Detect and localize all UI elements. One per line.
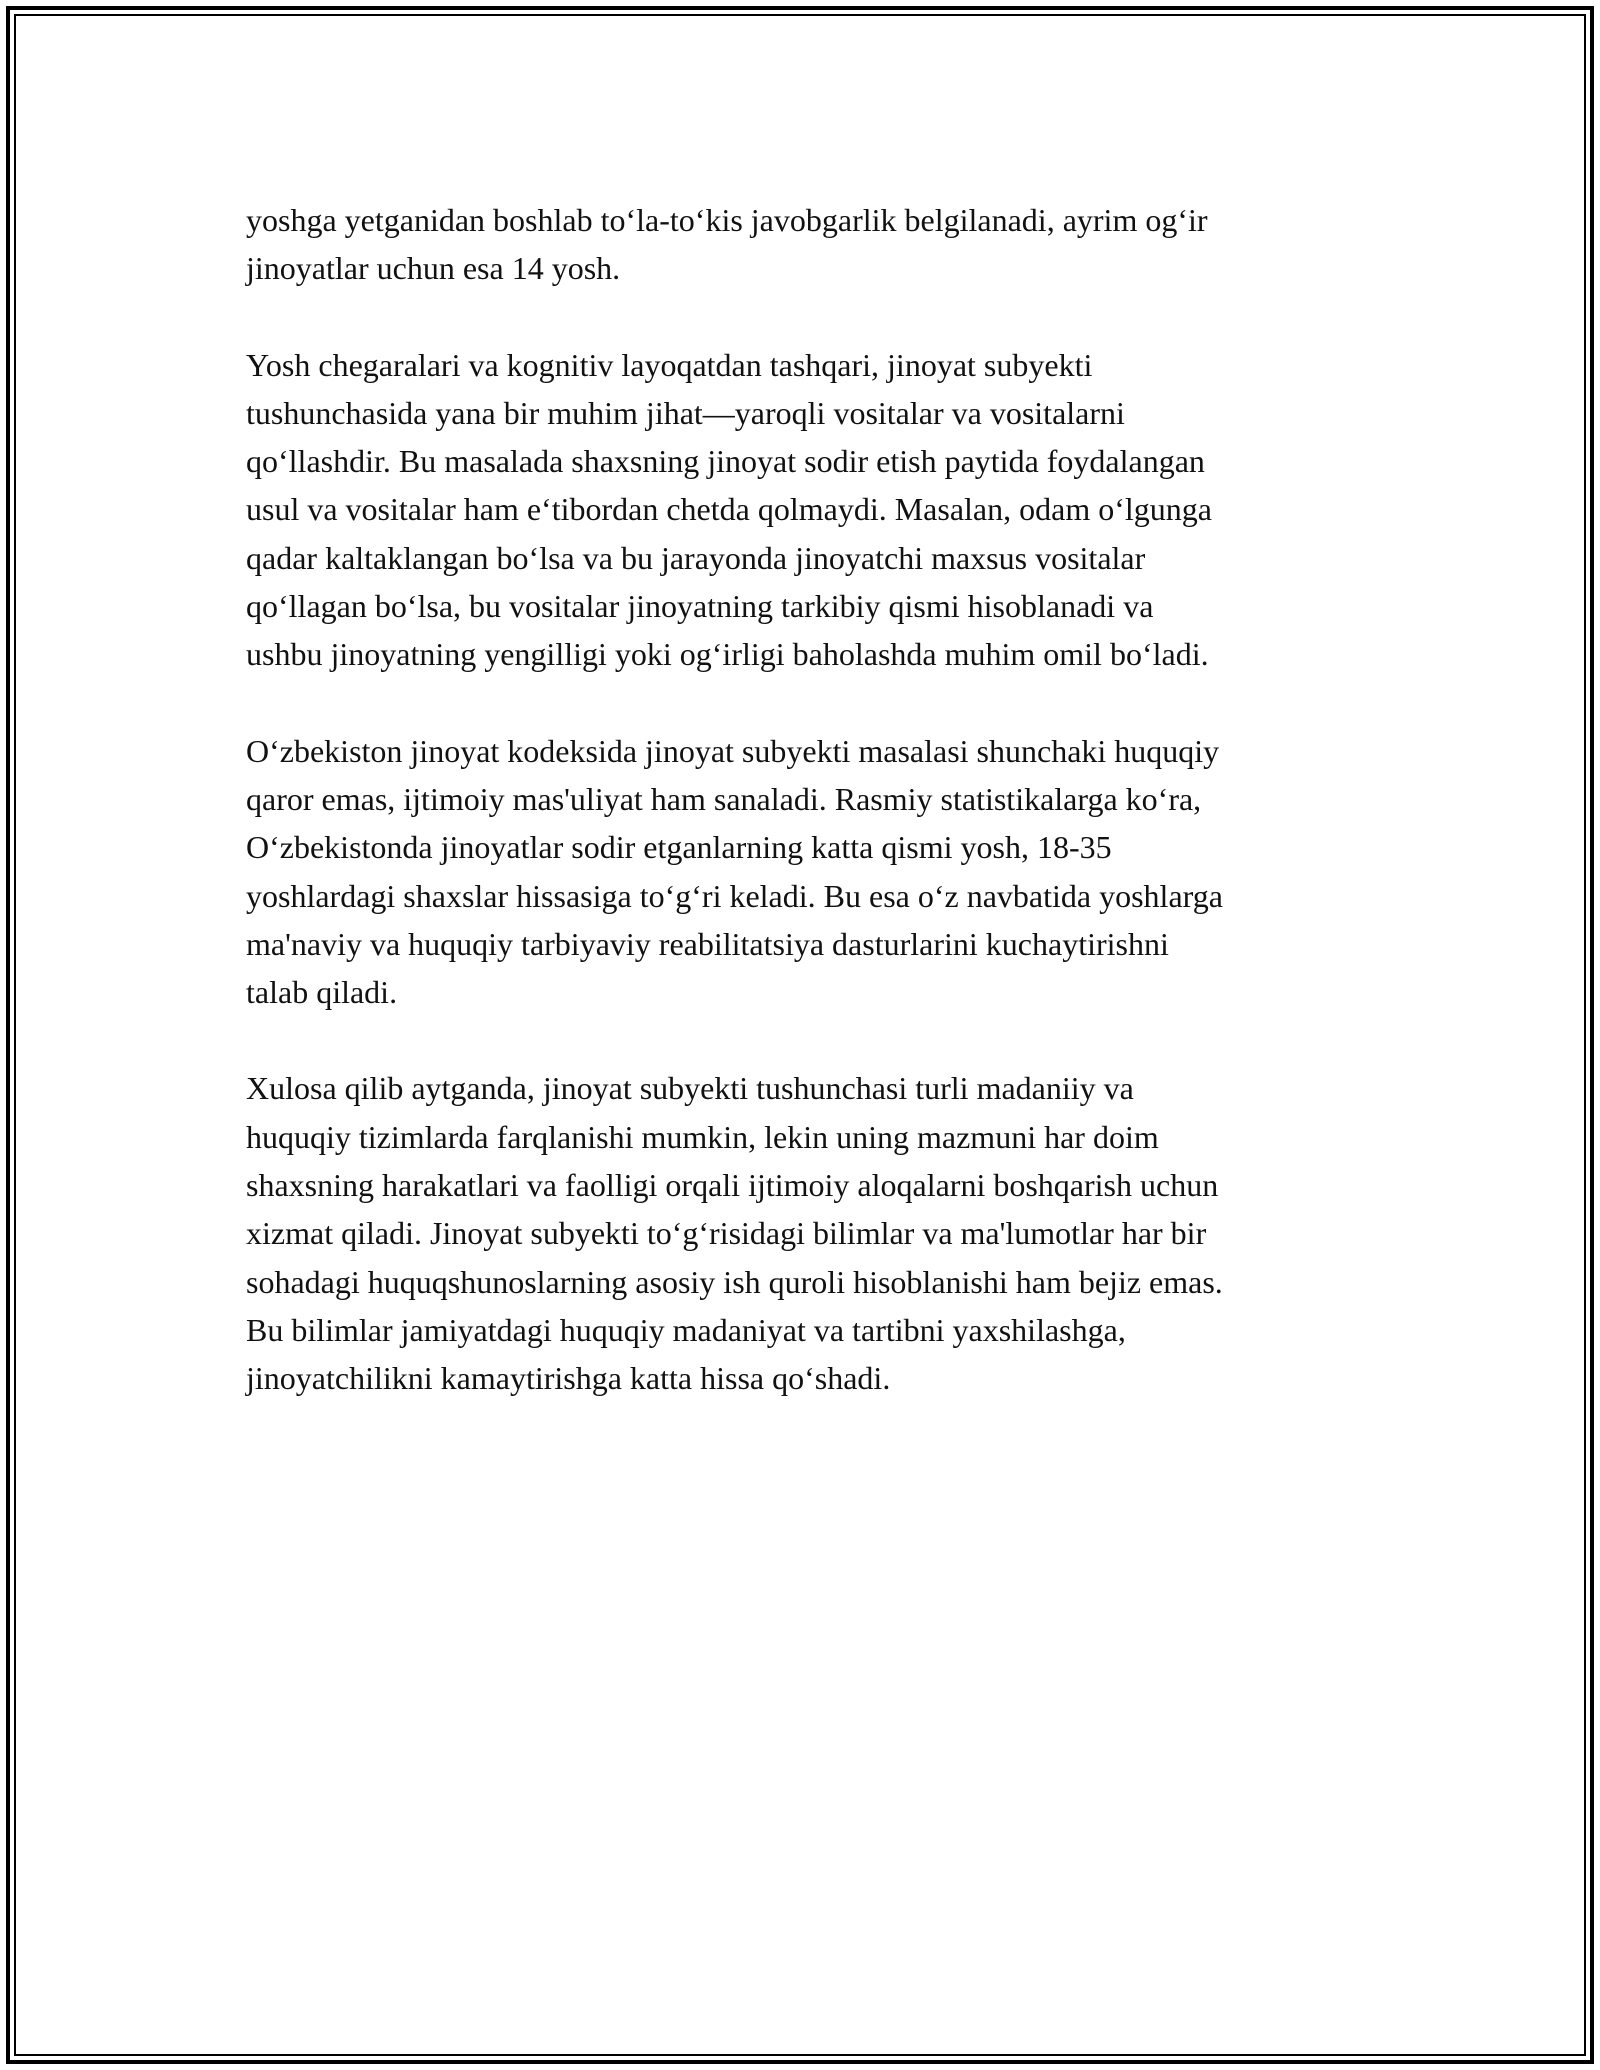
- document-body: [246, 196, 1406, 1451]
- paragraph-2: Yosh chegaralari va kognitiv layoqatdan tashqari, jinoyat subyekti tushunchasida yana bir muhim jihat—yaroqli vositalar va vositalarni qo‘llashdir. Bu masalada shaxsning jinoyat sodir etish paytida foydalangan usul va vositalar ham e‘tibordan chetda qolmaydi. Masalan, odam o‘lgunga qadar kaltaklangan bo‘lsa va bu jarayonda jinoyatchi maxsus vositalar qo‘llagan bo‘lsa, bu vositalar jinoyatning tarkibiy qismi hisoblanadi va ushbu jinoyatning yengilligi yoki og‘irligi baholashda muhim omil bo‘ladi.: [246, 346, 1212, 673]
- page-frame: [6, 6, 1594, 2064]
- paragraph-1: yoshga yetganidan boshlab to‘la-to‘kis javobgarlik belgilanadi, ayrim og‘ir jinoyatlar uchun esa 14 yosh.: [246, 202, 1208, 287]
- paragraph-3: O‘zbekiston jinoyat kodeksida jinoyat subyekti masalasi shunchaki huquqiy qaror emas, ijtimoiy mas'uliyat ham sanaladi. Rasmiy statistikalarga ko‘ra, O‘zbekistonda jinoyatlar sodir etganlarning katta qismi yosh, 18-35 yoshlardagi shaxslar hissasiga to‘g‘ri keladi. Bu esa o‘z navbatida yoshlarga ma'naviy va huquqiy tarbiyaviy reabilitatsiya dasturlarini kuchaytirishni talab qiladi.: [246, 732, 1223, 1011]
- paragraph-4: Xulosa qilib aytganda, jinoyat subyekti tushunchasi turli madaniiy va huquqiy tizimlarda farqlanishi mumkin, lekin uning mazmuni har doim shaxsning harakatlari va faolligi orqali ijtimoiy aloqalarni boshqarish uchun xizmat qiladi. Jinoyat subyekti to‘g‘risidagi bilimlar va ma'lumotlar har bir sohadagi huquqshunoslarning asosiy ish quroli hisoblanishi ham bejiz emas. Bu bilimlar jamiyatdagi huquqiy madaniyat va tartibni yaxshilashga, jinoyatchilikni kamaytirishga katta hissa qo‘shadi.: [246, 1070, 1223, 1397]
